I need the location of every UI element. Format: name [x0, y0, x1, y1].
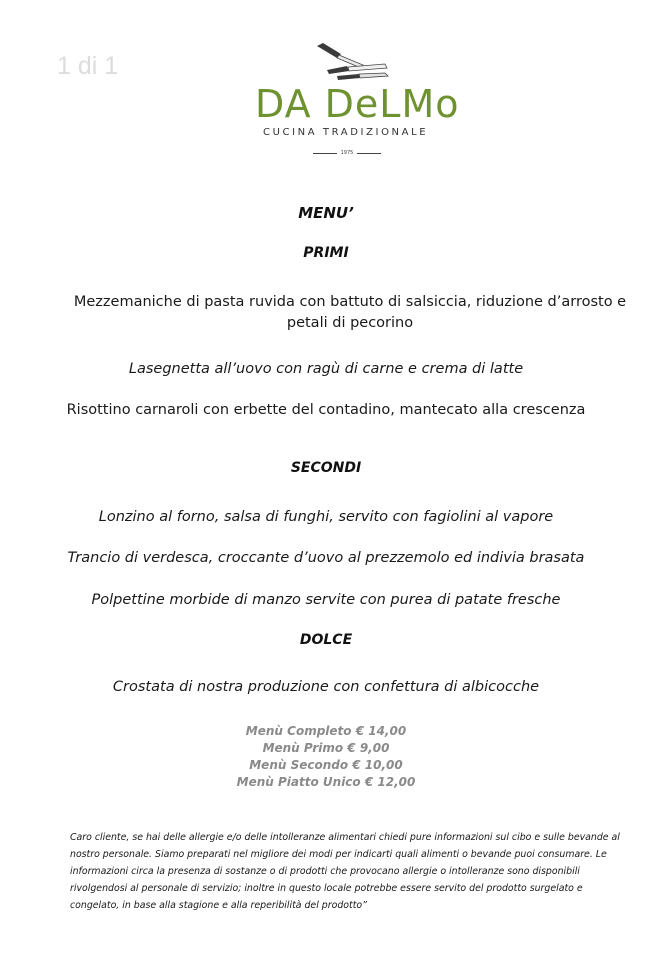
crossed-knives-icon: [315, 40, 390, 82]
menu-title: MENU’: [298, 204, 354, 222]
brand-year: 1975: [340, 150, 354, 156]
brand-tagline: CUCINA TRADIZIONALE: [263, 127, 429, 138]
price-item: Menù Secondo € 10,00: [249, 758, 403, 772]
dish-item: Mezzemaniche di pasta ruvida con battuto di salsiccia, riduzione d’arrosto e petali di pecorino: [73, 294, 627, 331]
price-item: Menù Primo € 9,00: [262, 741, 390, 755]
dish-item: Polpettine morbide di manzo servite con purea di patate fresche: [91, 592, 561, 608]
brand-year-row: [307, 148, 387, 158]
price-list: [0, 723, 652, 791]
price-item: Menù Piatto Unico € 12,00: [236, 775, 416, 789]
allergy-disclaimer: Caro cliente, se hai delle allergie e/o delle intolleranze alimentari chiedi pure informazioni sul cibo e sulle bevande al nostro personale. Siamo preparati nel migliore dei modi per indicarti quali alimenti o bevande puoi consumare. Le informazioni circa la presenza di sostanze o di prodotti che provocano allergie o intolleranze sono disponibili rivolgendosi al personale di servizio; inoltre in questo locale potrebbe essere servito del prodotto surgelato e congelato, in base alla stagione e alla reperibilità del prodotto”: [70, 832, 620, 911]
dish-item: Risottino carnaroli con erbette del contadino, mantecato alla crescenza: [66, 402, 586, 418]
dish-item: Lonzino al forno, salsa di funghi, servito con fagiolini al vapore: [98, 509, 554, 525]
price-item: Menù Completo € 14,00: [245, 724, 407, 738]
dish-item: Crostata di nostra produzione con confettura di albicocche: [112, 679, 540, 695]
dish-item: Lasegnetta all’uovo con ragù di carne e crema di latte: [128, 361, 524, 377]
section-heading-primi: PRIMI: [303, 245, 349, 261]
section-heading-secondi: SECONDI: [290, 460, 362, 476]
dish-item: Trancio di verdesca, croccante d’uovo al prezzemolo ed indivia brasata: [67, 550, 585, 566]
page-indicator: 1 di 1: [57, 52, 119, 80]
section-heading-dolce: DOLCE: [299, 632, 353, 648]
divider-line: [357, 153, 381, 154]
brand-name: DA DeLMo: [255, 82, 460, 126]
restaurant-logo: [250, 40, 460, 170]
divider-line: [313, 153, 337, 154]
